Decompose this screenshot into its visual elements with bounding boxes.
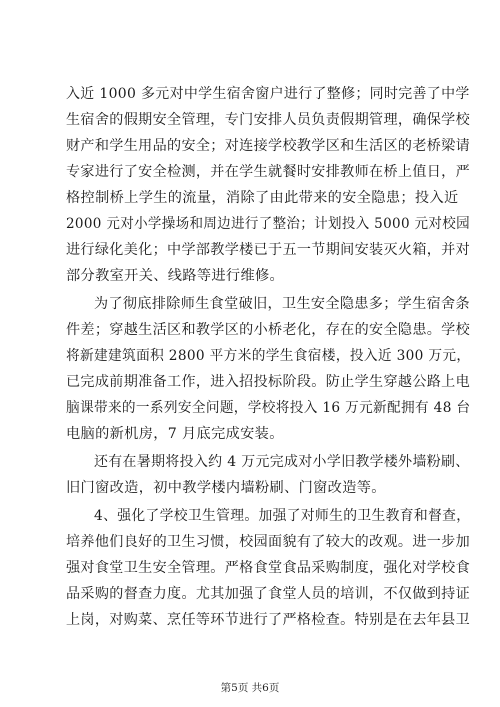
page-footer: 第5页 共6页: [220, 682, 280, 694]
text-line: 件差；穿越生活区和教学区的小桥老化，存在的安全隐患。学校: [66, 322, 471, 338]
text-line: 部分教室开关、线路等进行维修。: [66, 268, 285, 284]
text-line: 2000 元对小学操场和周边进行了整治；计划投入 5000 元对校园: [66, 216, 470, 232]
text-line: 将新建建筑面积 2800 平方米的学生食宿楼，投入近 300 万元，: [66, 348, 471, 364]
text-line: 品采购的督查力度。尤其加强了食堂人员的培训，不仅做到持证: [66, 586, 471, 602]
text-line: 电脑的新机房，7 月底完成安装。: [66, 426, 284, 442]
text-line: 强对食堂卫生安全管理。严格食堂食品采购制度，强化对学校食: [66, 560, 471, 576]
text-line: 脑课带来的一系列安全问题，学校将投入 16 万元新配拥有 48 台: [66, 400, 471, 416]
section-heading-line: 4、强化了学校卫生管理。加强了对师生的卫生教育和督查，: [94, 508, 471, 524]
text-line: 上岗，对购菜、烹任等环节进行了严格检查。特别是在去年县卫: [66, 612, 471, 628]
text-line: 旧门窗改造，初中教学楼内墙粉刷、门窗改造等。: [66, 480, 386, 496]
paragraph-first-line: 还有在暑期将投入约 4 万元完成对小学旧教学楼外墙粉刷、: [94, 454, 470, 470]
text-line: 生宿舍的假期安全管理，专门安排人员负责假期管理，确保学校: [66, 112, 471, 128]
text-line: 进行绿化美化；中学部教学楼已于五一节期间安装灭火箱，并对: [66, 242, 471, 258]
text-line: 入近 1000 多元对中学生宿舍窗户进行了整修；同时完善了中学: [66, 86, 470, 102]
text-line: 专家进行了安全检测，并在学生就餐时安排教师在桥上值日，严: [66, 164, 471, 180]
text-line: 培养他们良好的卫生习惯，校园面貌有了较大的改观。进一步加: [66, 534, 471, 550]
text-line: 格控制桥上学生的流量，消除了由此带来的安全隐患；投入近: [66, 190, 459, 206]
paragraph-first-line: 为了彻底排除师生食堂破旧，卫生安全隐患多；学生宿舍条: [94, 296, 470, 312]
text-line: 已完成前期准备工作，进入招投标阶段。防止学生穿越公路上电: [66, 374, 471, 390]
text-line: 财产和学生用品的安全；对连接学校教学区和生活区的老桥梁请: [66, 138, 471, 154]
